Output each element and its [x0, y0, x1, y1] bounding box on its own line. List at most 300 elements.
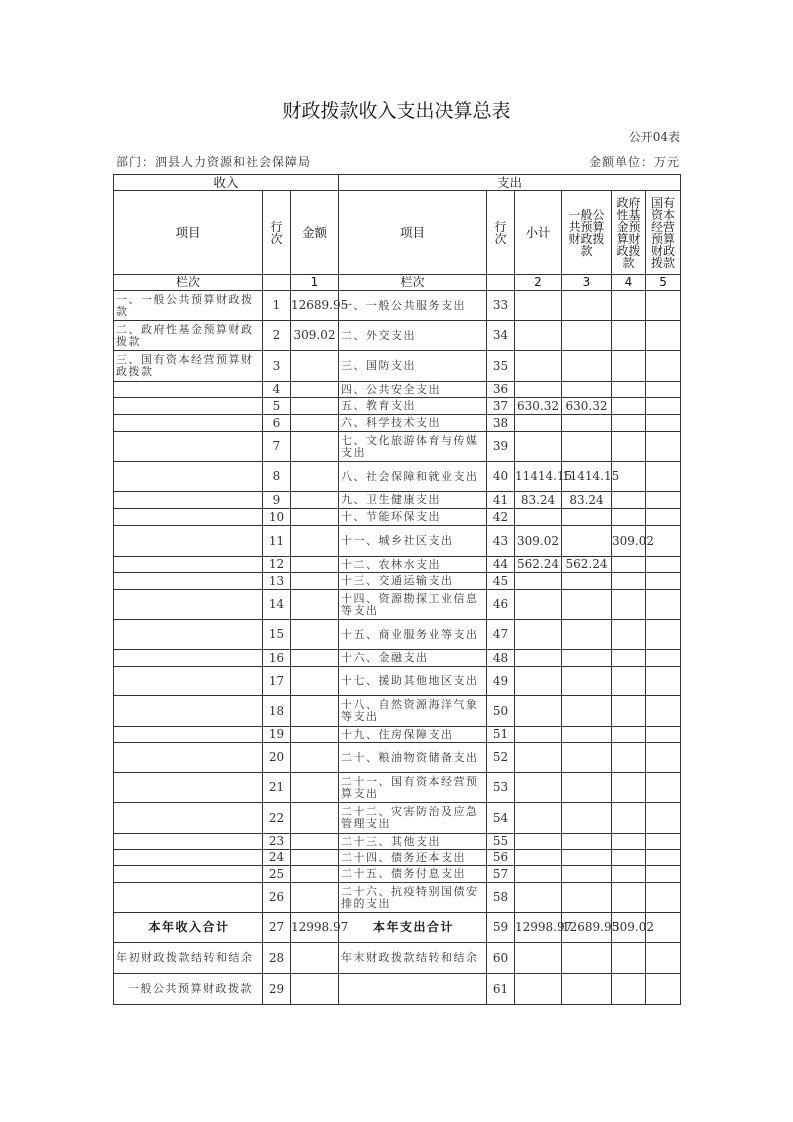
state-capital-value — [646, 974, 681, 1005]
income-line-no: 28 — [263, 943, 291, 974]
expense-item: 九、卫生健康支出 — [339, 492, 487, 509]
table-row — [114, 398, 681, 415]
expense-item: 七、文化旅游体育与传媒支出 — [339, 432, 487, 462]
expense-line-no: 36 — [487, 382, 515, 398]
general-budget-value — [562, 351, 612, 382]
general-budget-value — [562, 620, 612, 650]
header-expense-line-no — [487, 191, 515, 275]
income-line-no: 9 — [263, 492, 291, 509]
gov-fund-value — [612, 509, 646, 526]
income-item: 本年收入合计 — [114, 913, 263, 943]
general-budget-value — [562, 883, 612, 913]
expense-line-no: 53 — [487, 773, 515, 803]
general-budget-value — [562, 650, 612, 667]
expense-item: 本年支出合计 — [339, 913, 487, 943]
income-amount — [291, 590, 339, 620]
header-income: 收入 — [114, 175, 339, 191]
general-budget-value — [562, 850, 612, 866]
col-number-4: 4 — [612, 275, 646, 291]
income-line-no: 3 — [263, 351, 291, 382]
income-item — [114, 850, 263, 866]
subtotal-value — [515, 866, 562, 883]
subtotal-value — [515, 850, 562, 866]
income-amount — [291, 509, 339, 526]
income-item — [114, 526, 263, 557]
header-amount: 金额 — [291, 191, 339, 275]
table-row — [114, 834, 681, 850]
col-label-left: 栏次 — [114, 275, 263, 291]
gov-fund-value — [612, 866, 646, 883]
page-title: 财政拨款收入支出决算总表 — [282, 100, 511, 122]
table-row — [114, 590, 681, 620]
gov-fund-value — [612, 773, 646, 803]
state-capital-value — [646, 883, 681, 913]
income-line-no: 12 — [263, 557, 291, 573]
header-expense-item: 项目 — [339, 191, 487, 275]
general-budget-value — [562, 432, 612, 462]
expense-line-no: 60 — [487, 943, 515, 974]
expense-line-no: 48 — [487, 650, 515, 667]
expense-line-no: 56 — [487, 850, 515, 866]
expense-line-no: 33 — [487, 291, 515, 321]
table-row — [114, 291, 681, 321]
income-item — [114, 492, 263, 509]
subtotal-value: 12998.97 — [515, 913, 562, 943]
income-amount — [291, 650, 339, 667]
gov-fund-value — [612, 883, 646, 913]
expense-item: 二十六、抗疫特别国债安排的支出 — [339, 883, 487, 913]
subtotal-value — [515, 321, 562, 351]
expense-line-no: 41 — [487, 492, 515, 509]
subtotal-value — [515, 667, 562, 696]
income-line-no: 27 — [263, 913, 291, 943]
income-item — [114, 696, 263, 727]
subtotal-value — [515, 382, 562, 398]
table-row — [114, 492, 681, 509]
general-budget-value — [562, 727, 612, 743]
gov-fund-value — [612, 943, 646, 974]
state-capital-value — [646, 382, 681, 398]
general-budget-value: 12689.95 — [562, 913, 612, 943]
general-budget-value — [562, 667, 612, 696]
general-budget-value — [562, 526, 612, 557]
expense-item: 十五、商业服务业等支出 — [339, 620, 487, 650]
income-amount — [291, 432, 339, 462]
subtotal-value — [515, 696, 562, 727]
general-budget-value — [562, 321, 612, 351]
subtotal-value — [515, 773, 562, 803]
state-capital-value — [646, 943, 681, 974]
gov-fund-value — [612, 492, 646, 509]
gov-fund-value — [612, 667, 646, 696]
subtotal-value — [515, 590, 562, 620]
header-income-line-no-text: 行次 — [270, 219, 283, 246]
income-amount — [291, 398, 339, 415]
expense-line-no: 38 — [487, 415, 515, 432]
expense-item: 二十二、灾害防治及应急管理支出 — [339, 803, 487, 834]
expense-item: 十三、交通运输支出 — [339, 573, 487, 590]
subtotal-value — [515, 620, 562, 650]
expense-item: 六、科学技术支出 — [339, 415, 487, 432]
expense-line-no: 50 — [487, 696, 515, 727]
income-line-no: 26 — [263, 883, 291, 913]
expense-line-no: 47 — [487, 620, 515, 650]
header-state-capital — [646, 191, 681, 275]
gov-fund-value — [612, 850, 646, 866]
expense-item: 四、公共安全支出 — [339, 382, 487, 398]
expense-line-no: 42 — [487, 509, 515, 526]
expense-line-no: 55 — [487, 834, 515, 850]
income-amount — [291, 415, 339, 432]
general-budget-value: 562.24 — [562, 557, 612, 573]
state-capital-value — [646, 590, 681, 620]
income-line-no: 7 — [263, 432, 291, 462]
general-budget-value: 83.24 — [562, 492, 612, 509]
expense-line-no: 52 — [487, 743, 515, 773]
table-row — [114, 727, 681, 743]
expense-item: 二十五、债务付息支出 — [339, 866, 487, 883]
general-budget-value — [562, 509, 612, 526]
general-budget-value — [562, 974, 612, 1005]
expense-line-no: 44 — [487, 557, 515, 573]
income-line-no: 25 — [263, 866, 291, 883]
state-capital-value — [646, 620, 681, 650]
income-item — [114, 462, 263, 492]
expense-line-no: 35 — [487, 351, 515, 382]
gov-fund-value — [612, 834, 646, 850]
gov-fund-value — [612, 573, 646, 590]
form-number: 公开04表 — [628, 130, 680, 144]
general-budget-value — [562, 696, 612, 727]
general-budget-value — [562, 866, 612, 883]
gov-fund-value — [612, 415, 646, 432]
expense-item: 二十一、国有资本经营预算支出 — [339, 773, 487, 803]
expense-item: 十八、自然资源海洋气象等支出 — [339, 696, 487, 727]
subtotal-value — [515, 415, 562, 432]
state-capital-value — [646, 398, 681, 415]
expense-item: 三、国防支出 — [339, 351, 487, 382]
expense-line-no: 46 — [487, 590, 515, 620]
income-item — [114, 650, 263, 667]
general-budget-value: 630.32 — [562, 398, 612, 415]
income-item: 一般公共预算财政拨款 — [114, 974, 263, 1005]
income-amount — [291, 667, 339, 696]
state-capital-value — [646, 492, 681, 509]
subtotal-value — [515, 573, 562, 590]
income-amount — [291, 557, 339, 573]
table-row — [114, 573, 681, 590]
state-capital-value — [646, 834, 681, 850]
expense-item: 十、节能环保支出 — [339, 509, 487, 526]
table-row — [114, 509, 681, 526]
gov-fund-value — [612, 803, 646, 834]
table-row — [114, 415, 681, 432]
subtotal-value: 630.32 — [515, 398, 562, 415]
expense-line-no: 49 — [487, 667, 515, 696]
header-gov-fund-text: 政府性基金预算财政拨款 — [616, 195, 641, 270]
col-number-1: 1 — [291, 275, 339, 291]
state-capital-value — [646, 462, 681, 492]
subtotal-value — [515, 834, 562, 850]
subtotal-value: 11414.15 — [515, 462, 562, 492]
subtotal-value — [515, 743, 562, 773]
expense-item: 十四、资源勘探工业信息等支出 — [339, 590, 487, 620]
table-row — [114, 351, 681, 382]
header-expense-line-no-text: 行次 — [494, 219, 507, 246]
income-line-no: 10 — [263, 509, 291, 526]
gov-fund-value: 309.02 — [612, 913, 646, 943]
state-capital-value — [646, 557, 681, 573]
table-row — [114, 773, 681, 803]
table-row — [114, 650, 681, 667]
income-amount — [291, 620, 339, 650]
table-row — [114, 803, 681, 834]
income-line-no: 20 — [263, 743, 291, 773]
income-amount — [291, 696, 339, 727]
expense-line-no: 45 — [487, 573, 515, 590]
expense-item — [339, 974, 487, 1005]
income-amount: 12689.95 — [291, 291, 339, 321]
income-line-no: 18 — [263, 696, 291, 727]
gov-fund-value — [612, 743, 646, 773]
subtotal-value — [515, 650, 562, 667]
subtotal-value — [515, 291, 562, 321]
col-number-3: 3 — [562, 275, 612, 291]
income-amount — [291, 573, 339, 590]
table-row — [114, 743, 681, 773]
expense-item: 十九、住房保障支出 — [339, 727, 487, 743]
general-budget-value — [562, 803, 612, 834]
table-row — [114, 462, 681, 492]
expense-item: 二、外交支出 — [339, 321, 487, 351]
income-item — [114, 557, 263, 573]
income-line-no: 8 — [263, 462, 291, 492]
income-line-no: 5 — [263, 398, 291, 415]
income-item — [114, 573, 263, 590]
table-row — [114, 866, 681, 883]
income-line-no: 13 — [263, 573, 291, 590]
income-amount — [291, 834, 339, 850]
income-line-no: 15 — [263, 620, 291, 650]
general-budget-value — [562, 291, 612, 321]
expense-line-no: 61 — [487, 974, 515, 1005]
income-amount — [291, 943, 339, 974]
state-capital-value — [646, 743, 681, 773]
income-amount — [291, 773, 339, 803]
expense-line-no: 37 — [487, 398, 515, 415]
state-capital-value — [646, 667, 681, 696]
general-budget-value — [562, 773, 612, 803]
income-item — [114, 382, 263, 398]
header-general-budget-text: 一般公共预算财政拨款 — [568, 207, 605, 258]
income-amount — [291, 743, 339, 773]
state-capital-value — [646, 727, 681, 743]
income-amount — [291, 351, 339, 382]
income-item — [114, 667, 263, 696]
income-amount — [291, 526, 339, 557]
expense-line-no: 54 — [487, 803, 515, 834]
income-amount — [291, 492, 339, 509]
table-row — [114, 850, 681, 866]
state-capital-value — [646, 291, 681, 321]
general-budget-value — [562, 590, 612, 620]
income-item — [114, 509, 263, 526]
state-capital-value — [646, 415, 681, 432]
expense-line-no: 58 — [487, 883, 515, 913]
income-item — [114, 883, 263, 913]
state-capital-value — [646, 850, 681, 866]
general-budget-value: 11414.15 — [562, 462, 612, 492]
subtotal-value — [515, 943, 562, 974]
carry-row — [114, 974, 681, 1005]
subtotal-value — [515, 974, 562, 1005]
col-number-2: 2 — [515, 275, 562, 291]
income-line-no: 29 — [263, 974, 291, 1005]
gov-fund-value: 309.02 — [612, 526, 646, 557]
income-amount: 309.02 — [291, 321, 339, 351]
expense-item: 十二、农林水支出 — [339, 557, 487, 573]
col-label-empty — [263, 275, 291, 291]
table-row — [114, 667, 681, 696]
expense-item: 五、教育支出 — [339, 398, 487, 415]
gov-fund-value — [612, 291, 646, 321]
income-item: 三、国有资本经营预算财政拨款 — [114, 351, 263, 382]
income-item — [114, 834, 263, 850]
expense-line-no: 43 — [487, 526, 515, 557]
income-line-no: 19 — [263, 727, 291, 743]
expense-item: 一、一般公共服务支出 — [339, 291, 487, 321]
state-capital-value — [646, 509, 681, 526]
income-line-no: 2 — [263, 321, 291, 351]
col-number-5: 5 — [646, 275, 681, 291]
state-capital-value — [646, 866, 681, 883]
gov-fund-value — [612, 432, 646, 462]
income-line-no: 23 — [263, 834, 291, 850]
income-line-no: 6 — [263, 415, 291, 432]
header-income-item: 项目 — [114, 191, 263, 275]
subtotal-value: 309.02 — [515, 526, 562, 557]
gov-fund-value — [612, 398, 646, 415]
gov-fund-value — [612, 650, 646, 667]
header-expense: 支出 — [339, 175, 681, 191]
state-capital-value — [646, 650, 681, 667]
income-amount — [291, 883, 339, 913]
income-line-no: 1 — [263, 291, 291, 321]
carry-row — [114, 943, 681, 974]
expense-item: 十六、金融支出 — [339, 650, 487, 667]
expense-item: 十一、城乡社区支出 — [339, 526, 487, 557]
totals-row — [114, 913, 681, 943]
state-capital-value — [646, 321, 681, 351]
income-item — [114, 803, 263, 834]
col-label-empty — [487, 275, 515, 291]
general-budget-value — [562, 573, 612, 590]
state-capital-value — [646, 351, 681, 382]
income-item: 一、一般公共预算财政拨款 — [114, 291, 263, 321]
table-row — [114, 432, 681, 462]
gov-fund-value — [612, 382, 646, 398]
expense-item: 八、社会保障和就业支出 — [339, 462, 487, 492]
general-budget-value — [562, 382, 612, 398]
subtotal-value — [515, 351, 562, 382]
state-capital-value — [646, 803, 681, 834]
income-item — [114, 398, 263, 415]
budget-table — [113, 174, 681, 1005]
subtotal-value — [515, 727, 562, 743]
table-row — [114, 883, 681, 913]
expense-line-no: 51 — [487, 727, 515, 743]
subtotal-value — [515, 883, 562, 913]
expense-line-no: 59 — [487, 913, 515, 943]
gov-fund-value — [612, 351, 646, 382]
gov-fund-value — [612, 590, 646, 620]
expense-line-no: 39 — [487, 432, 515, 462]
expense-item: 二十四、债务还本支出 — [339, 850, 487, 866]
table-row — [114, 696, 681, 727]
gov-fund-value — [612, 696, 646, 727]
subtotal-value: 83.24 — [515, 492, 562, 509]
subtotal-value — [515, 509, 562, 526]
general-budget-value — [562, 943, 612, 974]
gov-fund-value — [612, 557, 646, 573]
subtotal-value: 562.24 — [515, 557, 562, 573]
header-state-capital-text: 国有资本经营预算财政拨款 — [651, 195, 676, 270]
income-line-no: 4 — [263, 382, 291, 398]
expense-item: 二十、粮油物资储备支出 — [339, 743, 487, 773]
income-line-no: 24 — [263, 850, 291, 866]
income-item — [114, 743, 263, 773]
income-amount — [291, 462, 339, 492]
income-line-no: 21 — [263, 773, 291, 803]
income-line-no: 16 — [263, 650, 291, 667]
income-amount: 12998.97 — [291, 913, 339, 943]
table-row — [114, 321, 681, 351]
expense-line-no: 57 — [487, 866, 515, 883]
state-capital-value — [646, 696, 681, 727]
gov-fund-value — [612, 727, 646, 743]
table-row — [114, 382, 681, 398]
income-amount — [291, 382, 339, 398]
income-line-no: 11 — [263, 526, 291, 557]
income-amount — [291, 866, 339, 883]
header-gov-fund — [612, 191, 646, 275]
expense-item: 二十三、其他支出 — [339, 834, 487, 850]
subtotal-value — [515, 803, 562, 834]
income-item — [114, 432, 263, 462]
income-amount — [291, 727, 339, 743]
col-label-right: 栏次 — [339, 275, 487, 291]
general-budget-value — [562, 743, 612, 773]
income-amount — [291, 803, 339, 834]
gov-fund-value — [612, 974, 646, 1005]
income-item — [114, 620, 263, 650]
income-item: 二、政府性基金预算财政拨款 — [114, 321, 263, 351]
income-line-no: 14 — [263, 590, 291, 620]
state-capital-value — [646, 573, 681, 590]
gov-fund-value — [612, 321, 646, 351]
expense-line-no: 34 — [487, 321, 515, 351]
expense-item: 年末财政拨款结转和结余 — [339, 943, 487, 974]
gov-fund-value — [612, 620, 646, 650]
header-income-line-no — [263, 191, 291, 275]
expense-line-no: 40 — [487, 462, 515, 492]
income-item — [114, 727, 263, 743]
header-general-budget — [562, 191, 612, 275]
income-item — [114, 866, 263, 883]
income-item — [114, 773, 263, 803]
table-row — [114, 557, 681, 573]
income-item — [114, 415, 263, 432]
